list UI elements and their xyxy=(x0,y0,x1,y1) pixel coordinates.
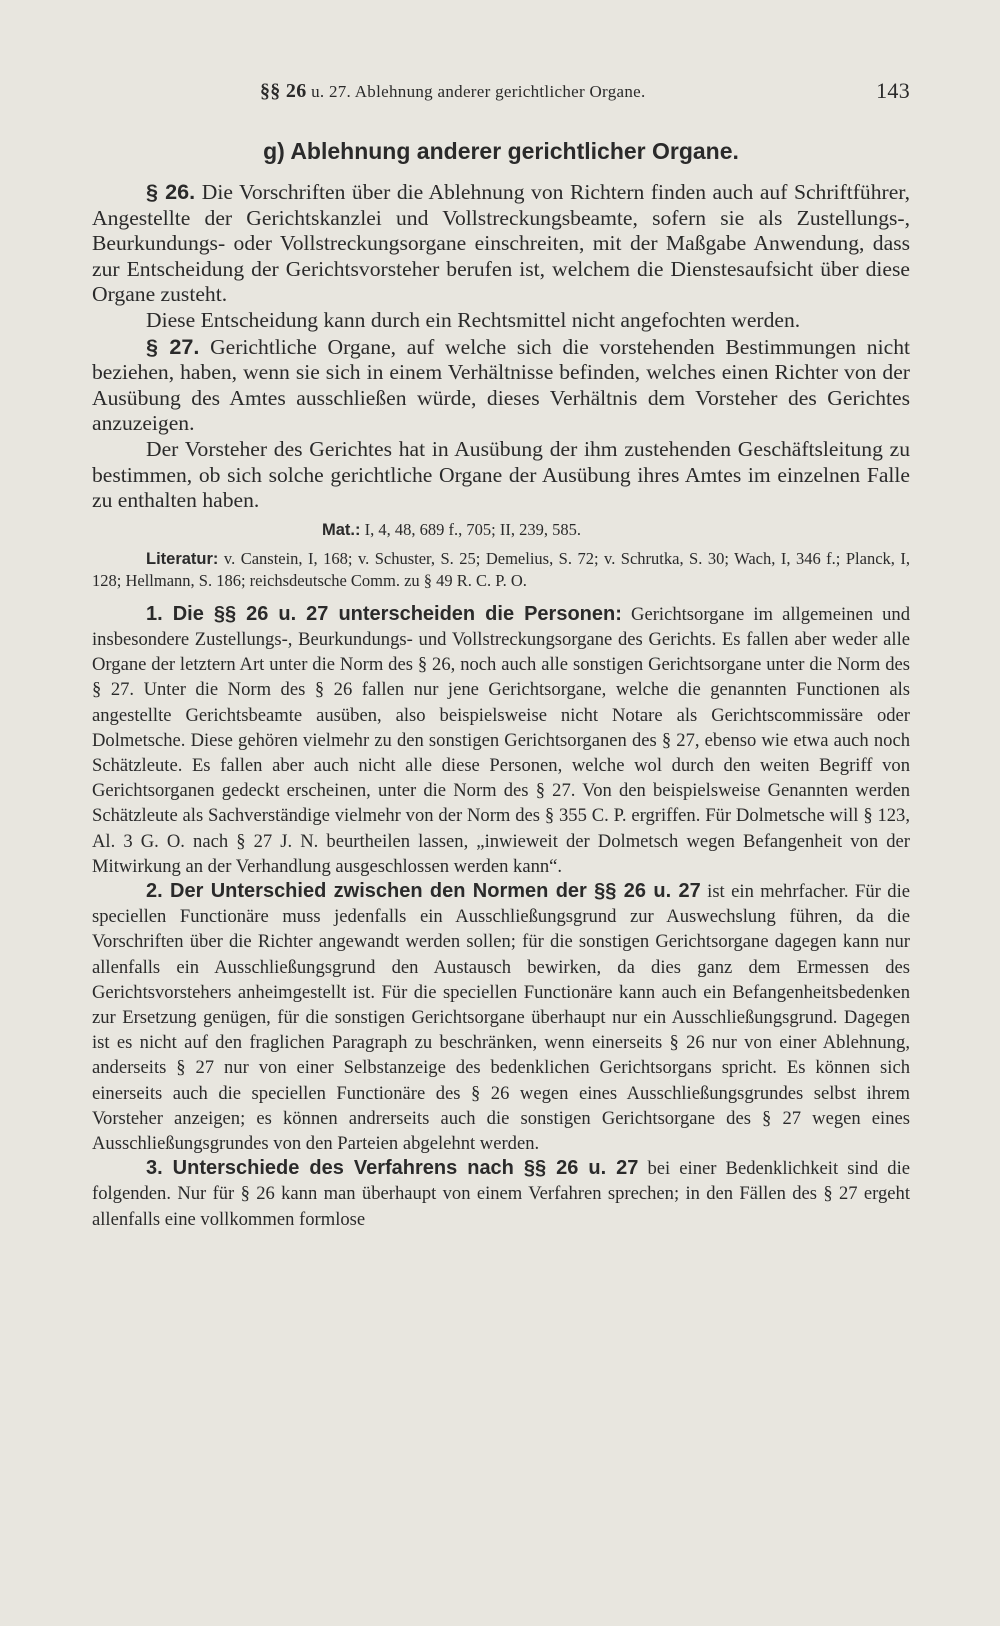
paragraph-27-text: Gerichtliche Organe, auf welche sich die vorstehenden Bestimmungen nicht beziehen, haben, wenn sie sich in einem Verhältnisse befinden, welches einen Richter von der Ausübung des Amtes ausschließen würde, dieses Verhältnis dem Vorsteher des Gerichtes anzuzeigen. xyxy=(92,334,910,436)
note-1-text: Gerichtsorgane im allgemeinen und insbesondere Zustellungs-, Beurkundungs- und Vollstreckungsorgane des Gerichts. Es fallen aber weder alle Organe der letztern Art unter die Norm des § 26, noch auch alle sonstigen Gerichtsorgane unter die Norm des § 27. Unter die Norm des § 26 fallen nur jene Gerichtsorgane, welche die genannten Functionen als angestellte Gerichtsbeamte ausüben, also beispielsweise nicht Notare als Gerichtscommissäre oder Dolmetsche. Diese gehören vielmehr zu den sonstigen Gerichtsorganen des § 27, ebenso wie etwa auch noch Schätzleute. Es fallen aber auch nicht alle diese Personen, welche wol durch den weiten Begriff von Gerichtsorganen gedeckt erscheinen, unter die Norm des § 27. Von den beispielsweise Genannten werden Schätzleute als Sachverständige vielmehr von der Norm des § 355 C. P. ergriffen. Für Dolmetsche will § 123, Al. 3 G. O. nach § 27 J. N. beurtheilen lassen, „inwieweit der Dolmetsch wegen Befangenheit von der Mitwirkung an der Verhandlung ausgeschlossen werden kann“. xyxy=(92,603,910,877)
note-3-text: bei einer Bedenklichkeit sind die folgenden. Nur für § 26 kann man überhaupt von einem Verfahren sprechen; in den Fällen des § 27 ergeht allenfalls eine vollkommen formlose xyxy=(92,1158,910,1230)
materials-label: Mat.: xyxy=(322,520,361,539)
paragraph-27 xyxy=(92,334,910,437)
page-number: 143 xyxy=(876,78,910,103)
note-1-heading: 1. Die §§ 26 u. 27 unterscheiden die Personen: xyxy=(146,602,622,625)
note-2-heading: 2. Der Unterschied zwischen den Normen der §§ 26 u. 27 xyxy=(146,879,701,902)
header-running-title: u. 27. Ablehnung anderer gerichtlicher Organe. xyxy=(311,82,646,101)
section-title: g) Ablehnung anderer gerichtlicher Organe. xyxy=(263,138,739,164)
note-3-heading: 3. Unterschiede des Verfahrens nach §§ 26 u. 27 xyxy=(146,1157,639,1180)
paragraph-27-label: § 27. xyxy=(146,333,200,359)
paragraph-26-text: Die Vorschriften über die Ablehnung von Richtern finden auch auf Schriftführer, Angestellte der Gerichtskanzlei und Vollstreckungsbeamte, sofern sie als Zustellungs-, Beurkundungs- oder Vollstreckungsorgane einschreiten, mit der Maßgabe Anwendung, dass zur Entscheidung der Gerichtsvorsteher berufen ist, welchem die Dienstesaufsicht über diese Organe zusteht. xyxy=(92,180,911,307)
running-header xyxy=(92,74,910,106)
note-2-text: ist ein mehrfacher. Für die speciellen Functionäre muss jedenfalls ein Ausschließungsgrund zur Auswechslung führen, da die Vorschriften über die Richter angewandt werden sollen; für die sonstigen Gerichtsorgane dagegen kann nur allenfalls ein Ausschließungsgrund den Austausch bewirken, da dies ganz dem Ermessen des Gerichtsvorstehers anheimgestellt ist. Für die speciellen Functionäre kann auch ein Befangenheitsbedenken zur Ersetzung genügen, für die sonstigen Gerichtsorgane überhaupt nur ein Ausschließungsgrund. Dagegen ist es nicht auf den fraglichen Paragraph zu beschränken, wenn einerseits § 26 nur von einer Ablehnung, anderseits § 27 nur von einer Selbstanzeige des bedenklichen Gerichtsorgans spricht. Es können sich einerseits auch die speciellen Functionäre des § 26 wegen eines Ausschließungsgrundes selbst ihrem Vorsteher anzeigen; es können andrerseits auch die sonstigen Gerichtsorgane des § 27 wegen eines Ausschließungsgrundes von den Parteien abgelehnt werden. xyxy=(92,880,910,1154)
literature-block xyxy=(92,548,910,592)
running-title xyxy=(260,80,646,103)
note-1 xyxy=(92,602,910,879)
note-2 xyxy=(92,879,910,1156)
paragraph-27-second: Der Vorsteher des Gerichtes hat in Ausübung der ihm zustehenden Geschäftsleitung zu bestimmen, ob sich solche gerichtliche Organe der Ausübung ihres Amtes im einzelnen Falle zu enthalten haben. xyxy=(92,436,910,513)
note-3 xyxy=(92,1156,910,1232)
paragraph-26-label: § 26. xyxy=(146,179,196,204)
materials-text: I, 4, 48, 689 f., 705; II, 239, 585. xyxy=(364,519,581,539)
paragraph-26 xyxy=(92,179,910,308)
header-section-marks: §§ 26 xyxy=(260,80,307,102)
literature-label: Literatur: xyxy=(146,549,219,568)
page-content xyxy=(92,74,910,1232)
materials-line xyxy=(322,518,910,542)
paragraph-26-second: Diese Entscheidung kann durch ein Rechtsmittel nicht angefochten werden. xyxy=(146,307,801,332)
literature-text: v. Canstein, I, 168; v. Schuster, S. 25; Demelius, S. 72; v. Schrutka, S. 30; Wach, I, 346 f.; Planck, I, 128; Hellmann, S. 186; reichsdeutsche Comm. zu § 49 R. C. P. O. xyxy=(92,548,910,590)
